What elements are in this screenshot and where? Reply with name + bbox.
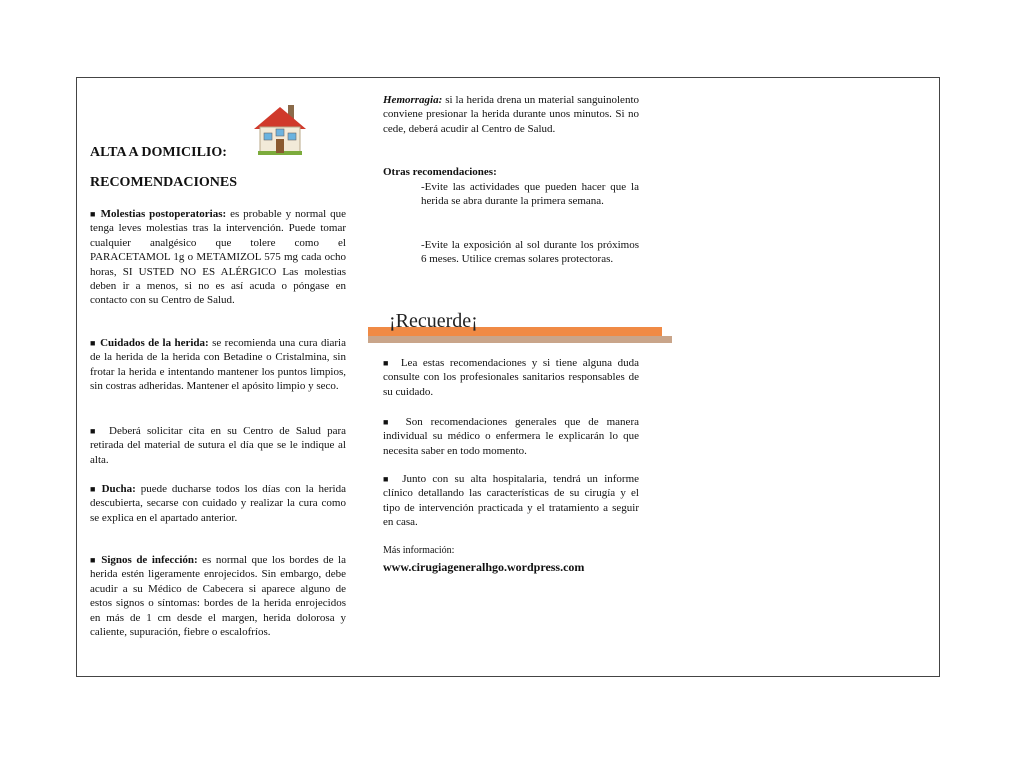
more-info-link[interactable]: www.cirugiageneralhgo.wordpress.com xyxy=(383,560,585,575)
bullet-marker: ■ xyxy=(383,417,394,427)
more-info xyxy=(383,544,639,575)
otras-recomendaciones-heading: Otras recomendaciones: xyxy=(383,166,497,178)
paragraph-recuerde-1 xyxy=(383,356,639,399)
section-subtitle: RECOMENDACIONES xyxy=(90,175,238,190)
paragraph-text: si la herida drena un material sanguinolento conviene presionar la herida durante unos minutos. Si no cede, deberá acudir al Centro de Salud. xyxy=(383,94,639,135)
paragraph-heading: Cuidados de la herida: xyxy=(100,337,209,349)
paragraph-heading: Hemorragia: xyxy=(383,94,443,106)
paragraph-text: Son recomendaciones generales que de manera individual su médico o enfermera le explicarán lo que necesita saber en todo momento. xyxy=(383,416,639,457)
bullet-marker: ■ xyxy=(383,358,392,368)
otras-item-2: -Evite la exposición al sol durante los próximos 6 meses. Utilice cremas solares protectoras. xyxy=(421,239,639,266)
bullet-marker: ■ xyxy=(90,484,98,494)
paragraph-infeccion xyxy=(90,553,346,639)
bullet-marker: ■ xyxy=(90,338,97,348)
page-title: ALTA A DOMICILIO: xyxy=(90,145,227,160)
paragraph-text: es normal que los bordes de la herida estén ligeramente enrojecidos. Sin embargo, debe acudir a su Médico de Cabecera si aparece alguno de estos signos o síntomas: bordes de la herida enrojecidos en más de 1 cm desde el margen, herida dolorosa y caliente, supuración, fiebre o escalofríos. xyxy=(90,554,346,639)
house-icon xyxy=(250,101,310,157)
paragraph-text: Junto con su alta hospitalaria, tendrá un informe clínico detallando las características de su cirugía y el tipo de intervención practicada y el tratamiento a seguir en casa. xyxy=(383,473,640,529)
bullet-marker: ■ xyxy=(90,426,99,436)
paragraph-text: Lea estas recomendaciones y si tiene alguna duda consulte con los profesionales sanitarios responsables de su cuidado. xyxy=(383,357,639,398)
bullet-marker: ■ xyxy=(383,474,392,484)
banner-tan-bar xyxy=(368,336,672,343)
paragraph-heading: Signos de infección: xyxy=(101,554,198,566)
paragraph-molestias xyxy=(90,207,346,308)
paragraph-heading: Molestias postoperatorias: xyxy=(100,208,227,220)
paragraph-ducha xyxy=(90,482,346,525)
paragraph-cuidados xyxy=(90,336,346,394)
brochure-page xyxy=(76,77,940,677)
paragraph-cita xyxy=(90,424,346,467)
title-row xyxy=(90,101,346,163)
recuerde-heading: ¡Recuerde¡ xyxy=(389,310,478,332)
paragraph-text: se recomienda una cura diaria de la herida de la herida con Betadine o Cristalmina, sin frotar la herida e intentando mantener los puntos limpios, sin costras adheridas. Mantener el apósito limpio y seco. xyxy=(90,337,347,393)
paragraph-heading: Ducha: xyxy=(101,483,136,495)
paragraph-text: es probable y normal que tenga leves molestias tras la intervención. Puede tomar cualquier analgésico que tolere como el PARACETAMOL 1g o METAMIZOL 575 mg cada ocho horas, SI USTED NO ES ALÉRGICO Las molestias deben ir a menos, si no es así acuda o póngase en contacto con su Centro de Salud. xyxy=(90,208,347,307)
recuerde-banner xyxy=(368,306,668,346)
paragraph-text: puede ducharse todos los días con la herida descubierta, secarse con cuidado y realizar la cura como se explica en el apartado anterior. xyxy=(90,483,346,524)
paragraph-hemorragia xyxy=(383,93,639,136)
paragraph-text: Deberá solicitar cita en su Centro de Salud para retirada del material de sutura el día que se le indique al alta. xyxy=(90,425,346,466)
otras-item-1: -Evite las actividades que pueden hacer que la herida se abra durante la primera semana. xyxy=(421,181,639,208)
paragraph-recuerde-3 xyxy=(383,472,639,530)
bullet-marker: ■ xyxy=(90,555,98,565)
bullet-marker: ■ xyxy=(90,209,97,219)
more-info-label: Más información: xyxy=(383,545,455,556)
paragraph-recuerde-2 xyxy=(383,415,639,458)
